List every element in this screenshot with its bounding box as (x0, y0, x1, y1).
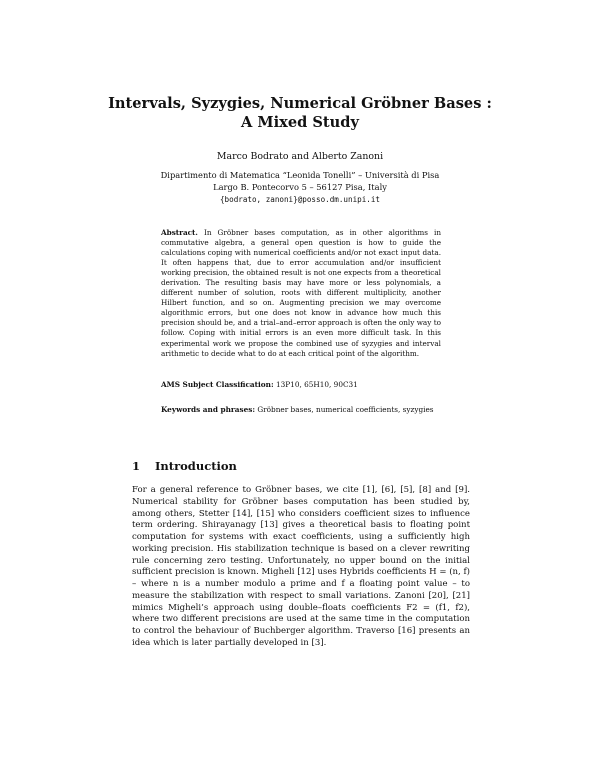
paper-title (0, 94, 600, 132)
ams-label: AMS Subject Classification: (161, 380, 274, 389)
ams-text: 13P10, 65H10, 90C31 (275, 380, 358, 389)
authors: Marco Bodrato and Alberto Zanoni (216, 151, 384, 162)
section-heading (132, 459, 237, 473)
keywords-label: Keywords and phrases: (161, 405, 256, 414)
keywords (161, 405, 441, 415)
email: {bodrato, zanoni}@posso.dm.unipi.it (219, 194, 380, 204)
keywords-text: Gröbner bases, numerical coefficients, syzygies (257, 405, 434, 414)
abstract (161, 228, 441, 359)
title-line-2: A Mixed Study (241, 114, 359, 131)
abstract-label: Abstract. (161, 228, 198, 237)
title-line-1: Intervals, Syzygies, Numerical Gröbner Bases : (108, 95, 492, 112)
abstract-text: In Gröbner bases computation, as in other algorithms in commutative algebra, a general open question is how to guide the calculations coping with numerical coefficients and/or not exact input data. It often happens that, due to error accumulation and/or insufficient working precision, the obtained result is not one expects from a theoretical derivation. The resulting basis may have more or less polynomials, a different number of solution, roots with different multiplicity, another Hilbert function, and so on. Augmenting precision we may overcome algorithmic errors, but one does not know in advance how much this precision should be, and a trial–and–error approach is often the only way to follow. Coping with initial errors is an even more difficult task. In this experimental work we propose the combined use of syzygies and interval arithmetic to decide what to do at each critical point of the algorithm. (161, 228, 441, 358)
intro-body (132, 485, 470, 650)
ams-classification (161, 380, 441, 389)
affiliation (0, 170, 600, 205)
intro-paragraph: For a general reference to Gröbner bases, we cite [1], [6], [5], [8] and [9]. Numerical stability for Gröbner bases computation has been studied by, among others, Stetter [14], [15] who considers coefficient sizes to influence term ordering. Shirayanagy [13] gives a theoretical basis to floating point computation for systems with exact coefficients, using a sufficiently high working precision. His stabilization technique is based on a clever rewriting rule concerning zero testing. Unfortunately, no upper bound on the initial sufficient precision is known. Migheli [12] uses Hybrids coefficients H = (n, f) – where n is a number modulo a prime and f a floating point value – to measure the stabilization with respect to small variations. Zanoni [20], [21] mimics Migheli’s approach using double–floats coefficients F2 = (f1, f2), where two different precisions are used at the same time in the computation to control the behaviour of Buchberger algorithm. Traverso [16] presents an idea which is later partially developed in [3]. (132, 485, 470, 648)
affiliation-line-2: Largo B. Pontecorvo 5 – 56127 Pisa, Italy (213, 181, 387, 192)
affiliation-line-1: Dipartimento di Matematica “Leonida Tonelli” – Università di Pisa (160, 170, 440, 180)
section-title: Introduction (155, 459, 237, 473)
section-number: 1 (132, 459, 141, 473)
